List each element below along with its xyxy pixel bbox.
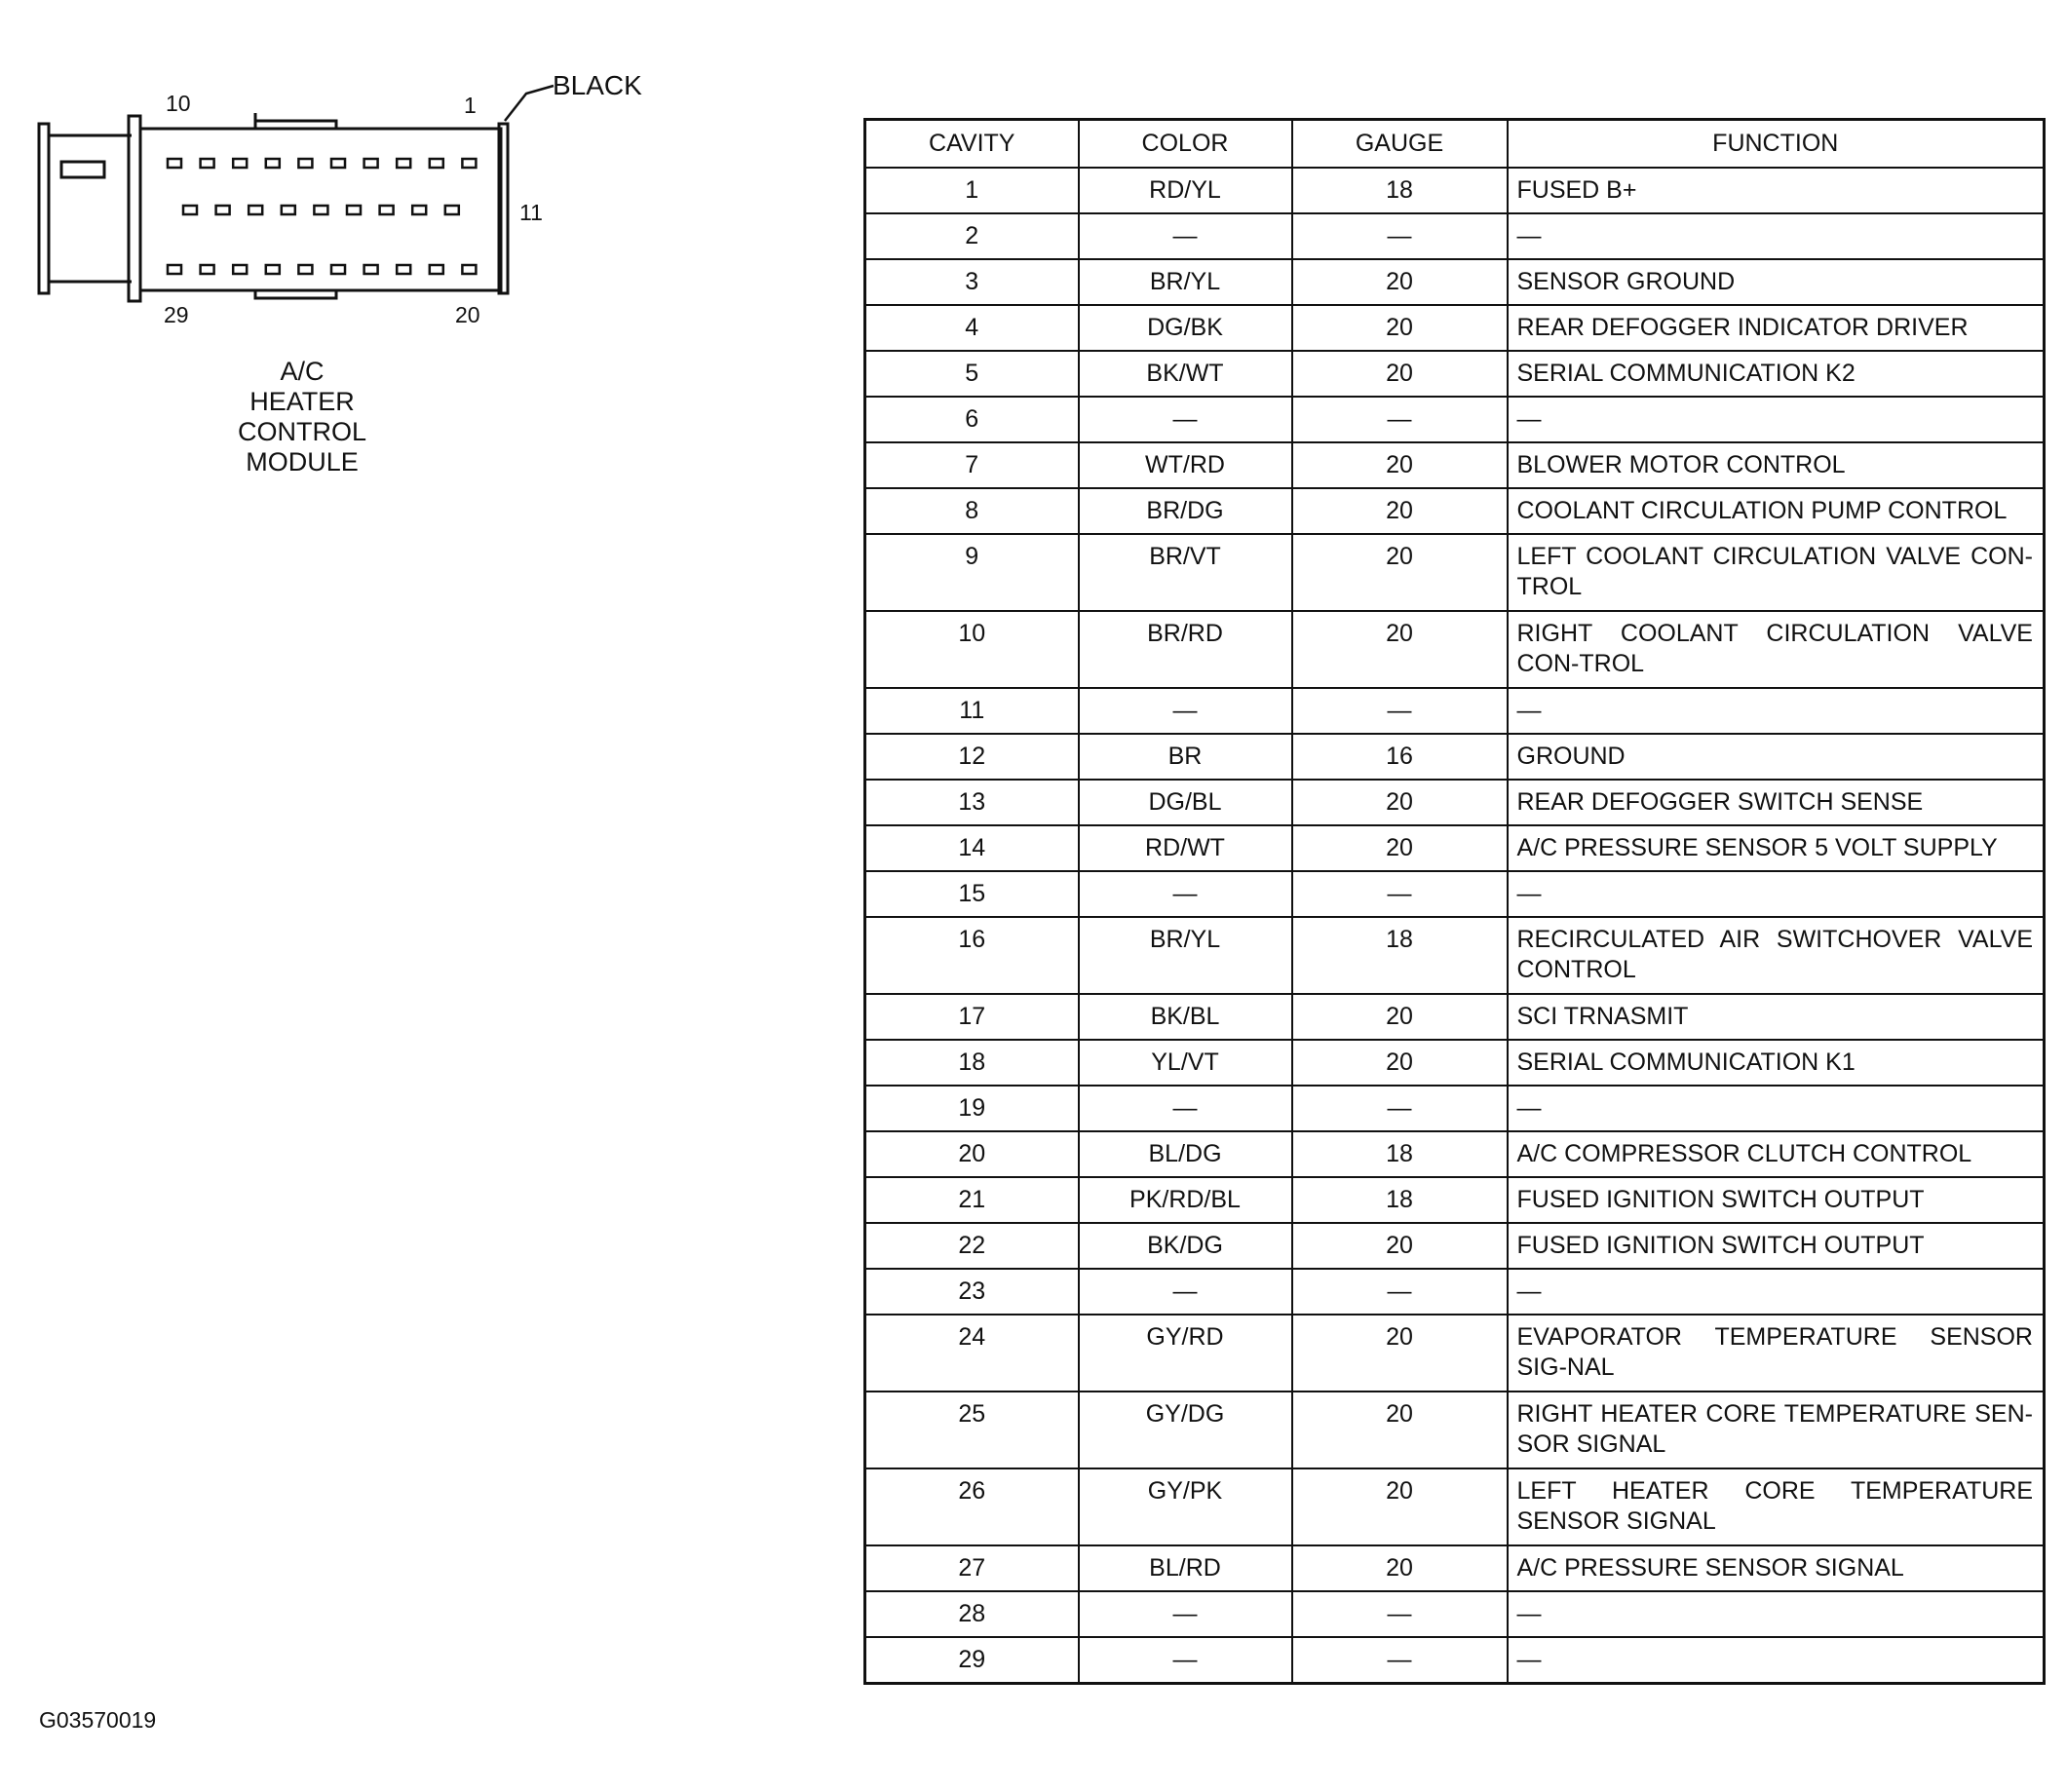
gauge-cell: — — [1292, 688, 1508, 734]
connector-left-cap — [39, 124, 49, 293]
table-header-row — [865, 120, 2045, 169]
gauge-cell: 20 — [1292, 1468, 1508, 1545]
module-label-line-4: MODULE — [246, 447, 359, 477]
callout-leader-line — [505, 86, 554, 121]
color-cell: BK/BL — [1079, 994, 1292, 1040]
table-row — [865, 1269, 2045, 1315]
connector-color-callout: BLACK — [553, 70, 642, 100]
color-cell: GY/PK — [1079, 1468, 1292, 1545]
table-row — [865, 871, 2045, 917]
table-row — [865, 1086, 2045, 1131]
cavity-cell: 24 — [865, 1315, 1079, 1392]
pin-cavity — [430, 159, 443, 168]
pin-cavity — [462, 159, 476, 168]
pin-cavity — [266, 159, 280, 168]
header-cavity: CAVITY — [865, 120, 1079, 169]
header-color: COLOR — [1079, 120, 1292, 169]
pin-cavity — [364, 265, 378, 274]
table-body — [865, 168, 2045, 1683]
gauge-cell: 20 — [1292, 442, 1508, 488]
cavity-cell: 22 — [865, 1223, 1079, 1269]
pin-cavity — [266, 265, 280, 274]
table-row — [865, 351, 2045, 397]
gauge-cell: 20 — [1292, 534, 1508, 611]
pin-label-11: 11 — [519, 200, 543, 225]
color-cell: BR/RD — [1079, 611, 1292, 688]
function-cell: RIGHT COOLANT CIRCULATION VALVE CON-TROL — [1508, 611, 2045, 688]
cavity-cell: 25 — [865, 1392, 1079, 1468]
cavity-cell: 5 — [865, 351, 1079, 397]
gauge-cell: — — [1292, 1591, 1508, 1637]
pin-label-20: 20 — [455, 302, 480, 327]
gauge-cell: 18 — [1292, 1131, 1508, 1177]
color-cell: BR/VT — [1079, 534, 1292, 611]
connector-flange-right — [499, 124, 508, 293]
function-cell: FUSED IGNITION SWITCH OUTPUT — [1508, 1177, 2045, 1223]
table-row — [865, 1637, 2045, 1683]
gauge-cell: 20 — [1292, 305, 1508, 351]
table-row — [865, 397, 2045, 442]
function-cell: A/C COMPRESSOR CLUTCH CONTROL — [1508, 1131, 2045, 1177]
function-cell: — — [1508, 1637, 2045, 1683]
pin-cavity — [397, 265, 410, 274]
function-cell: — — [1508, 1591, 2045, 1637]
function-cell: A/C PRESSURE SENSOR 5 VOLT SUPPLY — [1508, 825, 2045, 871]
cavity-cell: 3 — [865, 259, 1079, 305]
function-cell: LEFT COOLANT CIRCULATION VALVE CON-TROL — [1508, 534, 2045, 611]
table-row — [865, 688, 2045, 734]
gauge-cell: 20 — [1292, 1040, 1508, 1086]
connector-body — [140, 129, 501, 290]
cavity-cell: 14 — [865, 825, 1079, 871]
cavity-cell: 29 — [865, 1637, 1079, 1683]
gauge-cell: 20 — [1292, 825, 1508, 871]
pin-cavity — [331, 265, 345, 274]
pin-cavity — [314, 206, 327, 214]
pin-cavity — [298, 265, 312, 274]
pin-cavity — [168, 265, 181, 274]
function-cell: RIGHT HEATER CORE TEMPERATURE SEN-SOR SIGNAL — [1508, 1392, 2045, 1468]
gauge-cell: 20 — [1292, 611, 1508, 688]
cavity-cell: 1 — [865, 168, 1079, 213]
cavity-cell: 20 — [865, 1131, 1079, 1177]
cavity-table — [863, 118, 2046, 1685]
color-cell: — — [1079, 1086, 1292, 1131]
pin-label-29: 29 — [164, 302, 189, 327]
gauge-cell: 20 — [1292, 1545, 1508, 1591]
pin-cavity — [364, 159, 378, 168]
function-cell: RECIRCULATED AIR SWITCHOVER VALVE CONTROL — [1508, 917, 2045, 994]
table-row — [865, 1131, 2045, 1177]
function-cell: FUSED IGNITION SWITCH OUTPUT — [1508, 1223, 2045, 1269]
table-row — [865, 1392, 2045, 1468]
gauge-cell: 18 — [1292, 168, 1508, 213]
color-cell: BR/YL — [1079, 917, 1292, 994]
pin-cavity — [233, 265, 247, 274]
color-cell: BK/WT — [1079, 351, 1292, 397]
color-cell: GY/RD — [1079, 1315, 1292, 1392]
cavity-cell: 6 — [865, 397, 1079, 442]
color-cell: YL/VT — [1079, 1040, 1292, 1086]
cavity-cell: 21 — [865, 1177, 1079, 1223]
function-cell: REAR DEFOGGER INDICATOR DRIVER — [1508, 305, 2045, 351]
pin-cavity — [430, 265, 443, 274]
function-cell: A/C PRESSURE SENSOR SIGNAL — [1508, 1545, 2045, 1591]
table-row — [865, 534, 2045, 611]
table-row — [865, 780, 2045, 825]
color-cell: — — [1079, 1591, 1292, 1637]
color-cell: DG/BK — [1079, 305, 1292, 351]
module-label-line-3: CONTROL — [237, 417, 366, 446]
table-row — [865, 168, 2045, 213]
module-label — [214, 357, 390, 477]
pin-cavity — [183, 206, 197, 214]
gauge-cell: 18 — [1292, 917, 1508, 994]
color-cell: — — [1079, 1269, 1292, 1315]
table-row — [865, 917, 2045, 994]
pin-cavity — [445, 206, 459, 214]
color-cell: GY/DG — [1079, 1392, 1292, 1468]
cavity-cell: 23 — [865, 1269, 1079, 1315]
cavity-cell: 2 — [865, 213, 1079, 259]
color-cell: WT/RD — [1079, 442, 1292, 488]
color-cell: — — [1079, 397, 1292, 442]
function-cell: — — [1508, 213, 2045, 259]
cavity-cell: 9 — [865, 534, 1079, 611]
gauge-cell: 20 — [1292, 1315, 1508, 1392]
color-cell: BR/DG — [1079, 488, 1292, 534]
function-cell: REAR DEFOGGER SWITCH SENSE — [1508, 780, 2045, 825]
connector-flange-left — [129, 116, 140, 301]
table-row — [865, 1591, 2045, 1637]
table-row — [865, 305, 2045, 351]
color-cell: BL/RD — [1079, 1545, 1292, 1591]
function-cell: — — [1508, 871, 2045, 917]
function-cell: — — [1508, 397, 2045, 442]
function-cell: EVAPORATOR TEMPERATURE SENSOR SIG-NAL — [1508, 1315, 2045, 1392]
table-row — [865, 442, 2045, 488]
pin-cavity — [201, 265, 214, 274]
cavity-cell: 10 — [865, 611, 1079, 688]
pin-cavities — [168, 159, 476, 274]
module-label-line-1: A/C — [280, 357, 325, 386]
table-row — [865, 1040, 2045, 1086]
table-row — [865, 1177, 2045, 1223]
cavity-cell: 18 — [865, 1040, 1079, 1086]
table-row — [865, 1223, 2045, 1269]
gauge-cell: 20 — [1292, 780, 1508, 825]
color-cell: DG/BL — [1079, 780, 1292, 825]
color-cell: BK/DG — [1079, 1223, 1292, 1269]
cavity-cell: 7 — [865, 442, 1079, 488]
function-cell: BLOWER MOTOR CONTROL — [1508, 442, 2045, 488]
pin-cavity — [397, 159, 410, 168]
gauge-cell: 16 — [1292, 734, 1508, 780]
table-row — [865, 734, 2045, 780]
gauge-cell: 20 — [1292, 259, 1508, 305]
pin-cavity — [168, 159, 181, 168]
pin-label-10: 10 — [166, 91, 191, 116]
gauge-cell: — — [1292, 1086, 1508, 1131]
cavity-cell: 8 — [865, 488, 1079, 534]
table-row — [865, 488, 2045, 534]
table-row — [865, 1545, 2045, 1591]
header-function: FUNCTION — [1508, 120, 2045, 169]
pin-cavity — [249, 206, 262, 214]
pin-cavity — [331, 159, 345, 168]
gauge-cell: 20 — [1292, 488, 1508, 534]
gauge-cell: 20 — [1292, 994, 1508, 1040]
color-cell: — — [1079, 1637, 1292, 1683]
function-cell: — — [1508, 688, 2045, 734]
connector-latch-window — [61, 162, 104, 177]
function-cell: LEFT HEATER CORE TEMPERATURE SENSOR SIGNAL — [1508, 1468, 2045, 1545]
gauge-cell: — — [1292, 213, 1508, 259]
table-row — [865, 611, 2045, 688]
cavity-cell: 19 — [865, 1086, 1079, 1131]
color-cell: BL/DG — [1079, 1131, 1292, 1177]
gauge-cell: — — [1292, 1269, 1508, 1315]
table-row — [865, 259, 2045, 305]
gauge-cell: 20 — [1292, 1392, 1508, 1468]
pin-cavity — [412, 206, 426, 214]
pin-cavity — [233, 159, 247, 168]
function-cell: SERIAL COMMUNICATION K2 — [1508, 351, 2045, 397]
gauge-cell: — — [1292, 1637, 1508, 1683]
function-cell: SCI TRNASMIT — [1508, 994, 2045, 1040]
header-gauge: GAUGE — [1292, 120, 1508, 169]
pin-cavity — [347, 206, 361, 214]
module-label-line-2: HEATER — [249, 387, 355, 416]
table-row — [865, 1468, 2045, 1545]
cavity-cell: 16 — [865, 917, 1079, 994]
cavity-cell: 17 — [865, 994, 1079, 1040]
gauge-cell: 20 — [1292, 351, 1508, 397]
pin-cavity — [380, 206, 394, 214]
function-cell: COOLANT CIRCULATION PUMP CONTROL — [1508, 488, 2045, 534]
cavity-cell: 13 — [865, 780, 1079, 825]
gauge-cell: 18 — [1292, 1177, 1508, 1223]
table-row — [865, 994, 2045, 1040]
pin-cavity — [298, 159, 312, 168]
function-cell: — — [1508, 1269, 2045, 1315]
color-cell: PK/RD/BL — [1079, 1177, 1292, 1223]
function-cell: SENSOR GROUND — [1508, 259, 2045, 305]
cavity-cell: 15 — [865, 871, 1079, 917]
function-cell: SERIAL COMMUNICATION K1 — [1508, 1040, 2045, 1086]
figure-id: G03570019 — [39, 1707, 157, 1733]
pin-cavity — [216, 206, 230, 214]
cavity-cell: 27 — [865, 1545, 1079, 1591]
color-cell: — — [1079, 213, 1292, 259]
pin-cavity — [201, 159, 214, 168]
color-cell: — — [1079, 688, 1292, 734]
table-row — [865, 213, 2045, 259]
table-row — [865, 1315, 2045, 1392]
color-cell: — — [1079, 871, 1292, 917]
gauge-cell: — — [1292, 397, 1508, 442]
pin-cavity — [282, 206, 295, 214]
color-cell: BR — [1079, 734, 1292, 780]
color-cell: BR/YL — [1079, 259, 1292, 305]
cavity-cell: 12 — [865, 734, 1079, 780]
color-cell: RD/WT — [1079, 825, 1292, 871]
table-row — [865, 825, 2045, 871]
color-cell: RD/YL — [1079, 168, 1292, 213]
function-cell: — — [1508, 1086, 2045, 1131]
cavity-cell: 26 — [865, 1468, 1079, 1545]
function-cell: FUSED B+ — [1508, 168, 2045, 213]
gauge-cell: — — [1292, 871, 1508, 917]
cavity-cell: 4 — [865, 305, 1079, 351]
cavity-cell: 11 — [865, 688, 1079, 734]
gauge-cell: 20 — [1292, 1223, 1508, 1269]
function-cell: GROUND — [1508, 734, 2045, 780]
pin-label-1: 1 — [464, 93, 477, 118]
cavity-cell: 28 — [865, 1591, 1079, 1637]
pin-cavity — [462, 265, 476, 274]
connector-diagram — [0, 0, 702, 331]
